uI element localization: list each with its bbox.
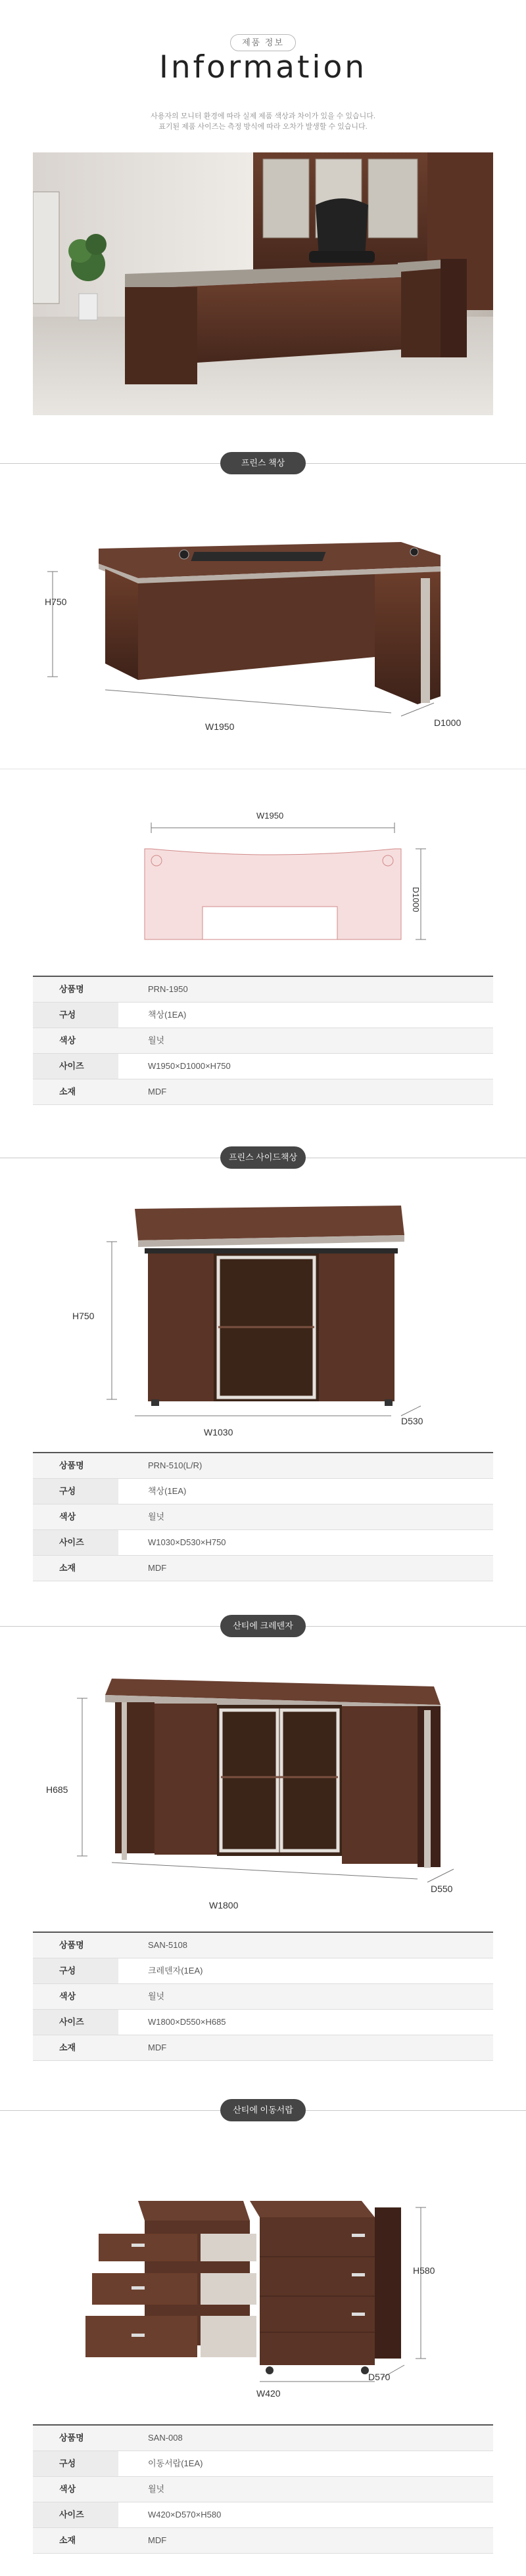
hero-office-photo bbox=[33, 152, 493, 415]
spec-value: 월넛 bbox=[118, 1984, 493, 2009]
spec-table-santie-drawer bbox=[33, 2424, 493, 2554]
spec-value: 크레덴자(1EA) bbox=[148, 1966, 203, 1976]
spec-value: 책상(1EA) bbox=[148, 1010, 187, 1020]
spec-value: 월넛 bbox=[118, 1504, 493, 1529]
spec-row bbox=[33, 1556, 493, 1581]
spec-value: SAN-5108 bbox=[118, 1933, 493, 1958]
plan-dim-depth: D1000 bbox=[411, 887, 421, 913]
prince-desk-dimension-lines bbox=[33, 526, 493, 742]
dim-width: W420 bbox=[256, 2388, 281, 2399]
spec-label: 사이즈 bbox=[33, 1054, 118, 1079]
spec-label: 소재 bbox=[33, 1079, 118, 1104]
spec-label: 상품명 bbox=[33, 977, 118, 1002]
spec-table-prince-desk bbox=[33, 976, 493, 1105]
spec-value: 월넛 bbox=[118, 1028, 493, 1053]
spec-label: 사이즈 bbox=[33, 2010, 118, 2035]
spec-value: W420×D570×H580 bbox=[148, 2510, 222, 2520]
spec-table-prince-side-desk bbox=[33, 1452, 493, 1581]
notice-line-1: 사용자의 모니터 환경에 따라 실제 제품 색상과 차이가 있을 수 있습니다. bbox=[151, 112, 375, 120]
spec-label: 구성 bbox=[33, 1479, 118, 1504]
spec-row bbox=[33, 1079, 493, 1105]
info-badge: 제품 정보 bbox=[230, 34, 296, 51]
spec-label: 색상 bbox=[33, 1504, 118, 1529]
side-desk-dimension-lines bbox=[33, 1189, 493, 1432]
section-title-prince-side-desk: 프린스 사이드책상 bbox=[220, 1146, 306, 1169]
dim-height: H750 bbox=[45, 597, 67, 607]
spec-row bbox=[33, 2035, 493, 2061]
dim-height: H685 bbox=[46, 1784, 68, 1795]
dim-height: H580 bbox=[413, 2265, 435, 2276]
spec-label: 구성 bbox=[33, 1003, 118, 1028]
dim-depth: D550 bbox=[431, 1884, 453, 1894]
spec-label: 소재 bbox=[33, 2035, 118, 2060]
spec-label: 상품명 bbox=[33, 1933, 118, 1958]
spec-row bbox=[33, 2426, 493, 2451]
spec-label: 구성 bbox=[33, 2451, 118, 2476]
spec-value: 이동서랍(1EA) bbox=[148, 2458, 203, 2468]
dim-depth: D1000 bbox=[434, 717, 462, 728]
spec-row bbox=[33, 1530, 493, 1556]
credenza-dimension-lines bbox=[33, 1659, 493, 1902]
dim-width: W1950 bbox=[205, 721, 235, 732]
spec-row bbox=[33, 977, 493, 1003]
spec-label: 구성 bbox=[33, 1958, 118, 1983]
spec-row bbox=[33, 2477, 493, 2502]
spec-value: W1800×D550×H685 bbox=[148, 2017, 226, 2027]
spec-row bbox=[33, 1958, 493, 1984]
spec-row bbox=[33, 1453, 493, 1479]
spec-row bbox=[33, 1028, 493, 1054]
spec-row bbox=[33, 2010, 493, 2035]
notice-line-2: 표기된 제품 사이즈는 측정 방식에 따라 오차가 발생할 수 있습니다. bbox=[158, 123, 368, 131]
prince-desk-plan-view bbox=[33, 808, 493, 966]
drawer-dimension-lines bbox=[33, 2181, 493, 2398]
spec-value: PRN-510(L/R) bbox=[118, 1453, 493, 1478]
spec-row bbox=[33, 1003, 493, 1028]
spec-row bbox=[33, 1054, 493, 1079]
spec-row bbox=[33, 2451, 493, 2477]
spec-label: 색상 bbox=[33, 1984, 118, 2009]
spec-value: MDF bbox=[118, 2035, 493, 2060]
spec-row bbox=[33, 1504, 493, 1530]
spec-row bbox=[33, 1933, 493, 1958]
dim-depth: D530 bbox=[401, 1416, 423, 1426]
spec-label: 상품명 bbox=[33, 2426, 118, 2451]
section-title-santie-credenza: 산티에 크레덴자 bbox=[220, 1615, 306, 1637]
spec-label: 색상 bbox=[33, 2477, 118, 2502]
spec-row bbox=[33, 1479, 493, 1504]
dim-height: H750 bbox=[72, 1311, 95, 1321]
spec-value: MDF bbox=[118, 1556, 493, 1581]
spec-value: MDF bbox=[118, 2528, 493, 2553]
spec-row bbox=[33, 1984, 493, 2010]
spec-value: 월넛 bbox=[118, 2477, 493, 2502]
spec-value: SAN-008 bbox=[118, 2426, 493, 2451]
spec-label: 색상 bbox=[33, 1028, 118, 1053]
dim-depth: D570 bbox=[368, 2372, 391, 2382]
spec-value: MDF bbox=[118, 1079, 493, 1104]
spec-label: 사이즈 bbox=[33, 1530, 118, 1555]
spec-value: PRN-1950 bbox=[118, 977, 493, 1002]
plan-dim-width: W1950 bbox=[256, 811, 284, 821]
spec-value: W1030×D530×H750 bbox=[148, 1537, 226, 1547]
section-title-prince-desk: 프린스 책상 bbox=[220, 452, 306, 474]
spec-label: 소재 bbox=[33, 1556, 118, 1581]
spec-value: 책상(1EA) bbox=[148, 1486, 187, 1496]
spec-label: 사이즈 bbox=[33, 2502, 118, 2527]
spec-row bbox=[33, 2528, 493, 2554]
section-title-santie-drawer: 산티에 이동서랍 bbox=[220, 2099, 306, 2121]
dim-width: W1800 bbox=[209, 1900, 239, 1910]
spec-label: 소재 bbox=[33, 2528, 118, 2553]
dim-width: W1030 bbox=[204, 1427, 233, 1437]
page-title: Information bbox=[158, 49, 368, 85]
spec-value: W1950×D1000×H750 bbox=[148, 1061, 231, 1071]
spec-table-santie-credenza bbox=[33, 1932, 493, 2061]
spec-label: 상품명 bbox=[33, 1453, 118, 1478]
spec-row bbox=[33, 2502, 493, 2528]
